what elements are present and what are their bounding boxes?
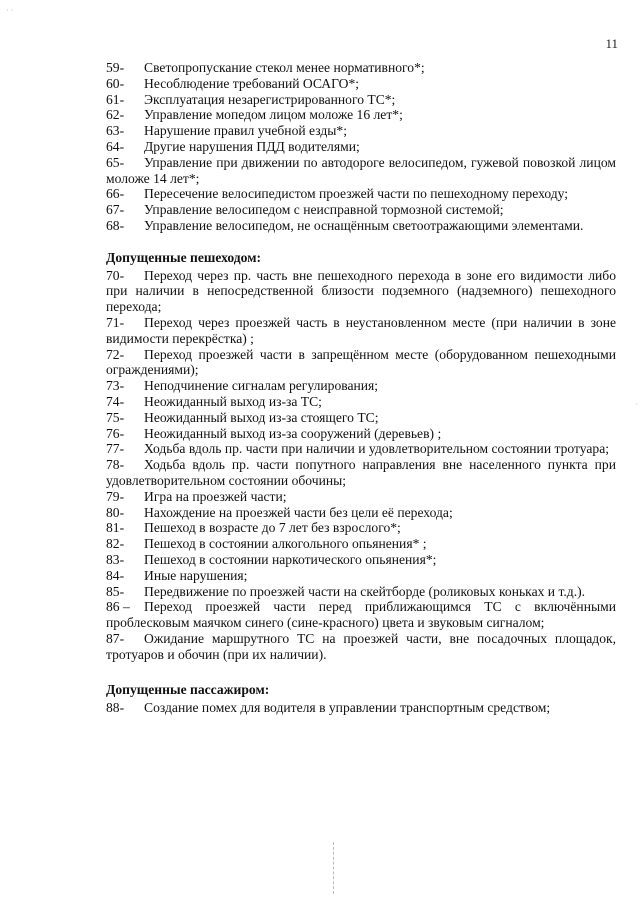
- list-item: [106, 457, 616, 489]
- item-text: Управление при движении по автодороге велосипедом, гужевой повозкой лицом моложе 14 лет*;: [106, 154, 616, 186]
- item-text: Управление велосипедом, не оснащённым светоотражающими элементами.: [144, 217, 584, 233]
- item-text: Переход проезжей части перед приближающимся ТС с включёнными проблесковым маячком синего (сине-красного) цвета и звуковым сигналом;: [106, 599, 616, 631]
- item-number: 72-: [106, 346, 125, 362]
- item-text: Игра на проезжей части;: [144, 488, 287, 504]
- list-item: [106, 552, 616, 568]
- item-text: Нахождение на проезжей части без цели её перехода;: [144, 504, 453, 520]
- list-item: [106, 76, 616, 92]
- item-number: 73-: [106, 378, 125, 394]
- item-number: 74-: [106, 393, 125, 409]
- list-item: [106, 186, 616, 202]
- list-item: [106, 202, 616, 218]
- list-item: [106, 520, 616, 536]
- item-number: 78-: [106, 457, 125, 473]
- list-item: [106, 107, 616, 123]
- item-number: 71-: [106, 314, 125, 330]
- item-text: Пешеход в состоянии наркотического опьянения*;: [144, 551, 437, 567]
- item-number: 64-: [106, 138, 125, 154]
- item-text: Создание помех для водителя в управлении транспортным средством;: [144, 700, 551, 716]
- list-item: [106, 441, 616, 457]
- list-item: [106, 536, 616, 552]
- item-number: 80-: [106, 504, 125, 520]
- item-number: 63-: [106, 123, 125, 139]
- list-item: [106, 505, 616, 521]
- list-item: [106, 489, 616, 505]
- item-text: Ожидание маршрутного ТС на проезжей части, вне посадочных площадок, тротуаров и обочин (при их наличии).: [106, 630, 616, 662]
- list-item: [106, 599, 616, 631]
- list-item: [106, 700, 616, 716]
- item-number: 87-: [106, 630, 125, 646]
- item-number: 70-: [106, 267, 125, 283]
- item-text: Нарушение правил учебной езды*;: [144, 123, 348, 139]
- item-text: Несоблюдение требований ОСАГО*;: [144, 75, 360, 91]
- passenger-violations-list: [106, 700, 616, 716]
- item-number: 88-: [106, 700, 125, 716]
- item-number: 61-: [106, 91, 125, 107]
- item-text: Ходьба вдоль пр. части при наличии и удовлетворительном состоянии тротуара;: [144, 441, 610, 457]
- item-number: 59-: [106, 60, 125, 75]
- item-number: 66-: [106, 186, 125, 202]
- list-item: [106, 123, 616, 139]
- item-number: 86 –: [106, 599, 130, 615]
- item-number: 84-: [106, 567, 125, 583]
- item-text: Пешеход в возрасте до 7 лет без взрослого*;: [144, 520, 401, 536]
- scan-artifact: · ·: [6, 6, 14, 15]
- item-text: Неожиданный выход из-за стоящего ТС;: [144, 409, 379, 425]
- item-text: Светопропускание стекол менее нормативного*;: [144, 60, 425, 75]
- list-item: [106, 584, 616, 600]
- item-number: 60-: [106, 75, 125, 91]
- item-text: Передвижение по проезжей части на скейтборде (роликовых коньках и т.д.).: [144, 583, 586, 599]
- driver-violations-list: [106, 60, 616, 234]
- item-text: Переход через пр. часть вне пешеходного перехода в зоне его видимости либо при наличии в непосредственной близости подземного (надземного) пешеходного перехода;: [106, 267, 616, 315]
- item-number: 67-: [106, 202, 125, 218]
- item-text: Эксплуатация незарегистрированного ТС*;: [144, 91, 396, 107]
- scan-artifact-right: ·: [635, 400, 638, 409]
- page-number: 11: [605, 36, 618, 51]
- list-item: [106, 394, 616, 410]
- pedestrian-violations-list: [106, 268, 616, 663]
- document-body: [106, 60, 616, 716]
- list-item: [106, 631, 616, 663]
- list-item: [106, 315, 616, 347]
- item-text: Иные нарушения;: [144, 567, 248, 583]
- list-item: [106, 347, 616, 379]
- item-text: Переход через проезжей часть в неустановленном месте (при наличии в зоне видимости перекрёстка) ;: [106, 314, 616, 346]
- item-text: Ходьба вдоль пр. части попутного направления вне населенного пункта при удовлетворительном состоянии обочины;: [106, 457, 616, 488]
- fold-line: [333, 842, 335, 894]
- list-item: [106, 60, 616, 76]
- item-number: 79-: [106, 488, 125, 504]
- list-item: [106, 568, 616, 584]
- item-text: Пересечение велосипедистом проезжей части по пешеходному переходу;: [144, 186, 569, 202]
- item-text: Неожиданный выход из-за сооружений (деревьев) ;: [144, 425, 442, 441]
- list-item: [106, 410, 616, 426]
- heading-passengers: Допущенные пассажиром:: [106, 682, 270, 698]
- item-number: 68-: [106, 217, 125, 233]
- item-number: 62-: [106, 107, 125, 123]
- item-text: Управление велосипедом с неисправной тормозной системой;: [144, 202, 504, 218]
- list-item: [106, 426, 616, 442]
- item-number: 82-: [106, 536, 125, 552]
- list-item: [106, 378, 616, 394]
- item-text: Пешеход в состоянии алкогольного опьянения* ;: [144, 536, 427, 552]
- list-item: [106, 139, 616, 155]
- list-item: [106, 218, 616, 234]
- item-text: Неподчинение сигналам регулирования;: [144, 378, 379, 394]
- item-number: 83-: [106, 551, 125, 567]
- item-number: 81-: [106, 520, 125, 536]
- list-item: [106, 92, 616, 108]
- item-number: 76-: [106, 425, 125, 441]
- item-number: 75-: [106, 409, 125, 425]
- item-number: 77-: [106, 441, 125, 457]
- item-text: Неожиданный выход из-за ТС;: [144, 393, 322, 409]
- item-number: 85-: [106, 583, 125, 599]
- item-text: Переход проезжей части в запрещённом месте (оборудованном пешеходными ограждениями);: [106, 346, 616, 378]
- list-item: [106, 268, 616, 315]
- item-text: Управление мопедом лицом моложе 16 лет*;: [144, 107, 403, 123]
- list-item: [106, 155, 616, 187]
- heading-pedestrians: Допущенные пешеходом:: [106, 249, 261, 265]
- item-text: Другие нарушения ПДД водителями;: [144, 138, 360, 154]
- item-number: 65-: [106, 154, 125, 170]
